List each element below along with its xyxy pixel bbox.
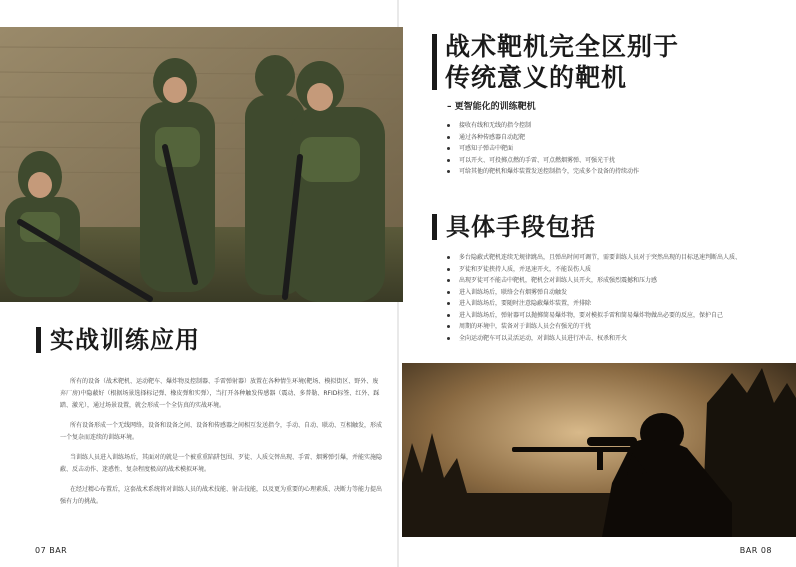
paragraph: 当训练人员进入训练场后，其面对的就是一个被重重陷阱包围、歹徒、人质交替出现、手雷、烟雾弹引爆，并能实施隐蔽、反击动作、迷惑性、复杂程度极高的战术模拟环境。 <box>60 454 383 473</box>
sniper-silhouette-icon <box>402 363 796 537</box>
main-heading <box>445 31 679 93</box>
list-item: 进入训练场后，联络会有烟雾弹自动触发 <box>445 287 790 299</box>
list-item: 可以开火、可投掷点燃的手雷、可点燃烟雾弹、可强光干扰 <box>445 155 785 167</box>
paragraph: 在经过精心布置后，这套战术系统将对训练人员的战术技能、射击技能，以及更为重要的心理素质、决断力等能力提出强有力的挑战。 <box>60 486 383 505</box>
feature-list <box>445 120 785 178</box>
list-item: 通过各种传感器自动起靶 <box>445 132 785 144</box>
paragraph: 所有的设备（战术靶机、运动靶车、爆炸物及控制器、手雷弹射器）放置在各种情生环境(靶场、模拟街区、野外、废弃厂房)中隐蔽好（根据场景选择标记弹、橡皮弹和实弹），当打开各种触发传感器（震动、多普勒、RFID标签、红外、踩踏、激光），通过场景设置，就会形成一个全仿真的实战环境。 <box>60 378 380 409</box>
list-item: 可给其他的靶机和爆炸装置发送控制指令，完成多个设备的持续动作 <box>445 166 785 178</box>
list-item: 可感知子弹击中靶面 <box>445 143 785 155</box>
list-item: 多台隐蔽式靶机连续无规律跳出，且弹出时间可调节，需要训练人员对于突然出现的目标迅速判断出人质、 <box>445 252 790 264</box>
page-number-left: 07 BAR <box>35 546 68 555</box>
body-text <box>60 376 382 516</box>
heading-accent-bar <box>36 327 41 353</box>
list-item: 接收有线和无线的指令控制 <box>445 120 785 132</box>
heading-accent-bar <box>432 34 437 90</box>
soldiers-photo-icon <box>0 27 403 302</box>
subtitle: – 更智能化的训练靶机 <box>447 102 536 112</box>
methods-heading: 具体手段包括 <box>446 213 596 241</box>
list-item: 进入训练场后，要随时注意隐蔽爆炸装置，并排除 <box>445 298 790 310</box>
methods-list <box>445 252 790 344</box>
list-item: 出现歹徒可不能击中靶机，靶机会对训练人员开火，形成强烈震撼和压力感 <box>445 275 790 287</box>
main-heading-line2: 传统意义的靶机 <box>445 63 628 92</box>
list-item: 周期的环境中，装备对于训练人员会有强光的干扰 <box>445 321 790 333</box>
sniper-photo <box>402 363 796 537</box>
soldiers-photo <box>0 27 403 302</box>
list-item: 歹徒和歹徒挟持人质，并迅速开火，不能误伤人质 <box>445 264 790 276</box>
page-number-right: BAR 08 <box>739 546 772 555</box>
apply-heading: 实战训练应用 <box>50 326 200 354</box>
main-heading-line1: 战术靶机完全区别于 <box>445 32 680 61</box>
list-item: 全向运动靶车可以灵活运动，对训练人员进行冲击、权杀和开火 <box>445 333 790 345</box>
paragraph: 所有设备形成一个无线网络，设备和设备之间、设备和传感器之间相互发送指令，手动、自动、联动、互相触发，形成一个复杂而连续的训练环境。 <box>60 422 383 441</box>
heading-accent-bar <box>432 214 437 240</box>
list-item: 进入训练场后，弹射器可以抛掷简易爆炸物，要对模拟手雷和简易爆炸物做出必要的反应，保护自己 <box>445 310 790 322</box>
